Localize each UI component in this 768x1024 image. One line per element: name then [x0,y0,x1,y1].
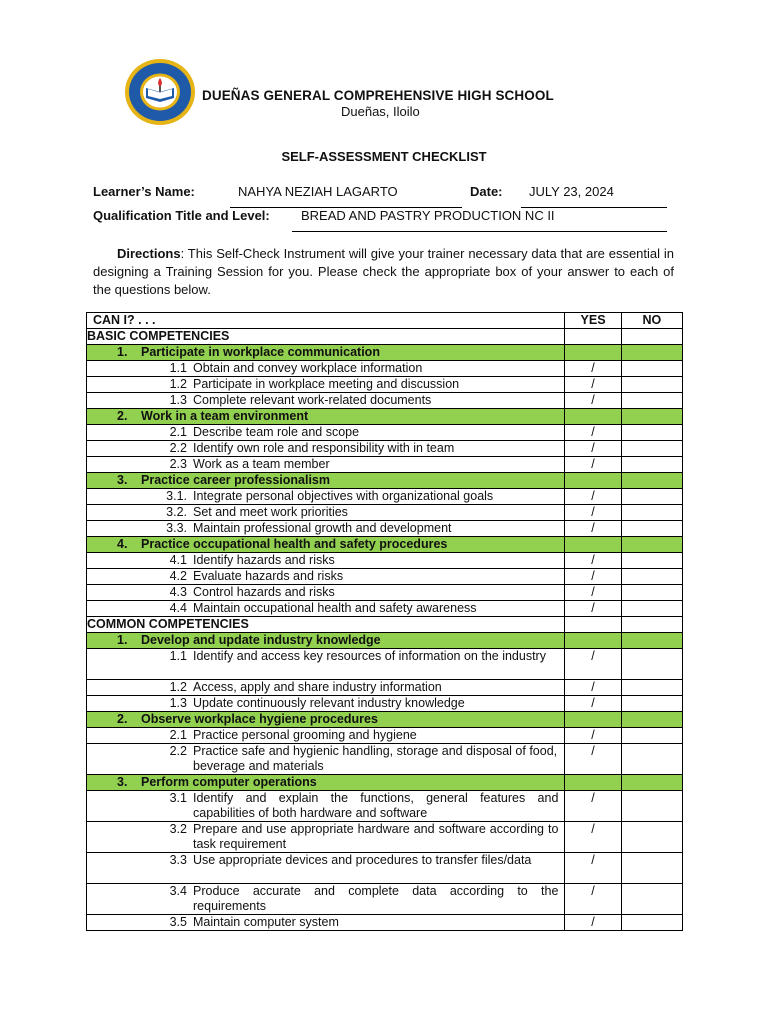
item-cell [87,649,565,680]
no-checkbox[interactable] [621,489,682,505]
item-number: 4.3 [169,585,187,599]
competency-group [87,712,565,728]
item-cell [87,791,565,822]
checklist-row [87,569,683,585]
yes-checkbox[interactable]: / [565,553,621,569]
yes-checkbox[interactable]: / [565,489,621,505]
header-can-i: CAN I? . . . [87,313,565,329]
item-text: Maintain computer system [193,915,339,929]
item-content [87,601,564,616]
item-content [87,377,564,392]
competency-group-row [87,537,683,553]
item-cell [87,915,565,931]
item-content [87,680,564,695]
competency-group [87,775,565,791]
checklist-row [87,601,683,617]
no-checkbox[interactable] [621,744,682,775]
group-title: Observe workplace hygiene procedures [141,712,378,726]
item-content [87,425,564,440]
directions [93,245,674,299]
item-number: 3.2 [169,822,187,836]
no-checkbox[interactable] [621,680,682,696]
item-content [87,393,564,408]
checklist-row [87,696,683,712]
competency-group [87,473,565,489]
checklist-row [87,489,683,505]
yes-checkbox[interactable]: / [565,361,621,377]
no-checkbox[interactable] [621,601,682,617]
item-number: 3.3 [169,853,187,867]
competency-group-row [87,345,683,361]
item-cell [87,553,565,569]
item-content [87,441,564,456]
item-cell [87,601,565,617]
item-cell [87,744,565,775]
item-text: Identify and access key resources of information on the industry [193,649,546,663]
checklist-row [87,457,683,473]
checklist-row [87,649,683,680]
item-text: Access, apply and share industry information [193,680,442,694]
competency-group [87,409,565,425]
header-no: NO [621,313,682,329]
checklist-row [87,441,683,457]
yes-cell [565,617,621,633]
no-checkbox[interactable] [621,457,682,473]
no-cell [621,617,682,633]
yes-checkbox[interactable]: / [565,521,621,537]
item-cell [87,457,565,473]
item-cell [87,425,565,441]
no-checkbox[interactable] [621,377,682,393]
checklist-row [87,585,683,601]
item-cell [87,393,565,409]
competency-group-row [87,473,683,489]
group-title: Work in a team environment [141,409,309,423]
no-cell [621,409,682,425]
no-checkbox[interactable] [621,425,682,441]
item-text: Practice safe and hygienic handling, storage and disposal of food, beverage and materials [193,744,558,773]
item-cell [87,680,565,696]
yes-checkbox[interactable]: / [565,915,621,931]
no-checkbox[interactable] [621,585,682,601]
item-content [87,457,564,472]
item-cell [87,505,565,521]
group-number: 1. [117,345,128,359]
group-number: 3. [117,775,128,789]
item-content [87,744,564,774]
checklist-row [87,884,683,915]
item-number: 3.1. [166,489,187,503]
no-checkbox[interactable] [621,822,682,853]
yes-checkbox[interactable]: / [565,441,621,457]
directions-lead: Directions [117,246,181,261]
item-content [87,853,564,868]
item-text: Participate in workplace meeting and discussion [193,377,460,391]
item-text: Set and meet work priorities [193,505,348,519]
checklist-row [87,377,683,393]
checklist-row [87,915,683,931]
item-number: 3.4 [169,884,187,898]
no-checkbox[interactable] [621,505,682,521]
yes-checkbox[interactable]: / [565,649,621,680]
item-number: 1.1 [169,649,187,663]
date-value: JULY 23, 2024 [529,184,614,199]
yes-checkbox[interactable]: / [565,696,621,712]
yes-checkbox[interactable]: / [565,853,621,884]
item-number: 2.1 [169,425,187,439]
item-content [87,884,564,914]
yes-checkbox[interactable]: / [565,393,621,409]
checklist-row [87,521,683,537]
item-cell [87,361,565,377]
group-title: Practice career professionalism [141,473,330,487]
item-number: 2.1 [169,728,187,742]
common-competencies-section-title: COMMON COMPETENCIES [87,617,565,633]
yes-checkbox[interactable]: / [565,680,621,696]
item-number: 2.3 [169,457,187,471]
item-text: Practice personal grooming and hygiene [193,728,417,742]
item-cell [87,569,565,585]
checklist-row [87,393,683,409]
checklist-row [87,728,683,744]
item-number: 1.2 [169,377,187,391]
item-content [87,361,564,376]
item-content [87,585,564,600]
item-number: 4.4 [169,601,187,615]
no-checkbox[interactable] [621,696,682,712]
item-number: 3.3. [166,521,187,535]
item-content [87,553,564,568]
yes-cell [565,329,621,345]
competency-group-row [87,409,683,425]
learner-name-value: NAHYA NEZIAH LAGARTO [238,184,398,199]
group-number: 2. [117,712,128,726]
group-number: 4. [117,537,128,551]
item-number: 4.2 [169,569,187,583]
item-text: Identify own role and responsibility with in team [193,441,455,455]
no-cell [621,775,682,791]
learner-name-label: Learner’s Name: [93,184,195,199]
no-checkbox[interactable] [621,884,682,915]
item-number: 4.1 [169,553,187,567]
item-content [87,649,564,664]
item-cell [87,585,565,601]
item-text: Maintain professional growth and development [193,521,452,535]
checklist-row [87,822,683,853]
item-text: Prepare and use appropriate hardware and software according to task requirement [193,822,559,851]
no-checkbox[interactable] [621,853,682,884]
item-text: Work as a team member [193,457,330,471]
no-cell [621,633,682,649]
item-content [87,822,564,852]
group-number: 1. [117,633,128,647]
item-text: Update continuously relevant industry knowledge [193,696,465,710]
yes-cell [565,409,621,425]
no-checkbox[interactable] [621,915,682,931]
item-content [87,489,564,504]
yes-cell [565,712,621,728]
yes-checkbox[interactable]: / [565,728,621,744]
group-title: Develop and update industry knowledge [141,633,381,647]
no-checkbox[interactable] [621,441,682,457]
item-text: Complete relevant work-related documents [193,393,432,407]
item-number: 3.5 [169,915,187,929]
yes-checkbox[interactable]: / [565,744,621,775]
directions-text: : This Self-Check Instrument will give your trainer necessary data that are essential in designing a Training Session for you. Please check the appropriate box of your answer to each of the questions below. [93,246,674,297]
group-number: 3. [117,473,128,487]
no-checkbox[interactable] [621,521,682,537]
item-text: Identify hazards and risks [193,553,335,567]
no-checkbox[interactable] [621,361,682,377]
item-cell [87,521,565,537]
qualification-value: BREAD AND PASTRY PRODUCTION NC II [301,208,555,223]
table-header-row [87,313,683,329]
school-name: DUEÑAS GENERAL COMPREHENSIVE HIGH SCHOOL [202,88,554,103]
yes-checkbox[interactable]: / [565,377,621,393]
item-content [87,791,564,821]
item-content [87,915,564,930]
competency-group-row [87,712,683,728]
item-text: Evaluate hazards and risks [193,569,344,583]
yes-checkbox[interactable]: / [565,884,621,915]
competency-group-row [87,775,683,791]
yes-cell [565,345,621,361]
group-title: Participate in workplace communication [141,345,380,359]
no-checkbox[interactable] [621,728,682,744]
no-cell [621,537,682,553]
item-content [87,505,564,520]
no-checkbox[interactable] [621,553,682,569]
item-number: 2.2 [169,441,187,455]
item-cell [87,377,565,393]
item-cell [87,822,565,853]
basic-competencies-section [87,329,683,345]
item-number: 1.1 [169,361,187,375]
item-text: Use appropriate devices and procedures to transfer files/data [193,853,532,867]
item-text: Integrate personal objectives with organizational goals [193,489,494,503]
no-checkbox[interactable] [621,649,682,680]
common-competencies-section [87,617,683,633]
yes-checkbox[interactable]: / [565,457,621,473]
item-cell [87,489,565,505]
yes-cell [565,473,621,489]
group-title: Perform computer operations [141,775,317,789]
item-cell [87,728,565,744]
yes-cell [565,775,621,791]
item-number: 1.2 [169,680,187,694]
item-text: Control hazards and risks [193,585,335,599]
yes-checkbox[interactable]: / [565,569,621,585]
item-number: 1.3 [169,696,187,710]
checklist-row [87,791,683,822]
no-cell [621,345,682,361]
qualification-underline [292,231,667,232]
basic-competencies-section-title: BASIC COMPETENCIES [87,329,565,345]
item-number: 3.2. [166,505,187,519]
checklist-row [87,744,683,775]
yes-checkbox[interactable]: / [565,505,621,521]
item-number: 1.3 [169,393,187,407]
item-cell [87,884,565,915]
no-checkbox[interactable] [621,569,682,585]
competency-group [87,537,565,553]
competency-group [87,633,565,649]
checklist-row [87,853,683,884]
date-label: Date: [470,184,503,199]
yes-cell [565,633,621,649]
page-title: SELF-ASSESSMENT CHECKLIST [281,149,487,164]
competency-group-row [87,633,683,649]
item-text: Obtain and convey workplace information [193,361,423,375]
item-text: Maintain occupational health and safety awareness [193,601,477,615]
yes-checkbox[interactable]: / [565,425,621,441]
header-yes: YES [565,313,621,329]
school-seal-icon [124,58,196,126]
yes-checkbox[interactable]: / [565,585,621,601]
item-number: 3.1 [169,791,187,805]
yes-checkbox[interactable]: / [565,791,621,822]
yes-cell [565,537,621,553]
item-content [87,696,564,711]
no-cell [621,473,682,489]
school-location: Dueñas, Iloilo [341,104,420,119]
item-text: Produce accurate and complete data according to the requirements [193,884,559,913]
item-text: Describe team role and scope [193,425,360,439]
item-content [87,728,564,743]
no-cell [621,712,682,728]
item-cell [87,853,565,884]
yes-checkbox[interactable]: / [565,822,621,853]
checklist-row [87,680,683,696]
no-cell [621,329,682,345]
checklist-row [87,553,683,569]
item-content [87,521,564,536]
checklist-row [87,505,683,521]
yes-checkbox[interactable]: / [565,601,621,617]
checklist-row [87,425,683,441]
self-assessment-table [86,312,683,931]
competency-group [87,345,565,361]
no-checkbox[interactable] [621,791,682,822]
item-content [87,569,564,584]
item-cell [87,696,565,712]
no-checkbox[interactable] [621,393,682,409]
qualification-label: Qualification Title and Level: [93,208,270,223]
item-cell [87,441,565,457]
checklist-row [87,361,683,377]
group-title: Practice occupational health and safety procedures [141,537,448,551]
item-number: 2.2 [169,744,187,758]
item-text: Identify and explain the functions, general features and capabilities of both hardware and software [193,791,559,820]
group-number: 2. [117,409,128,423]
